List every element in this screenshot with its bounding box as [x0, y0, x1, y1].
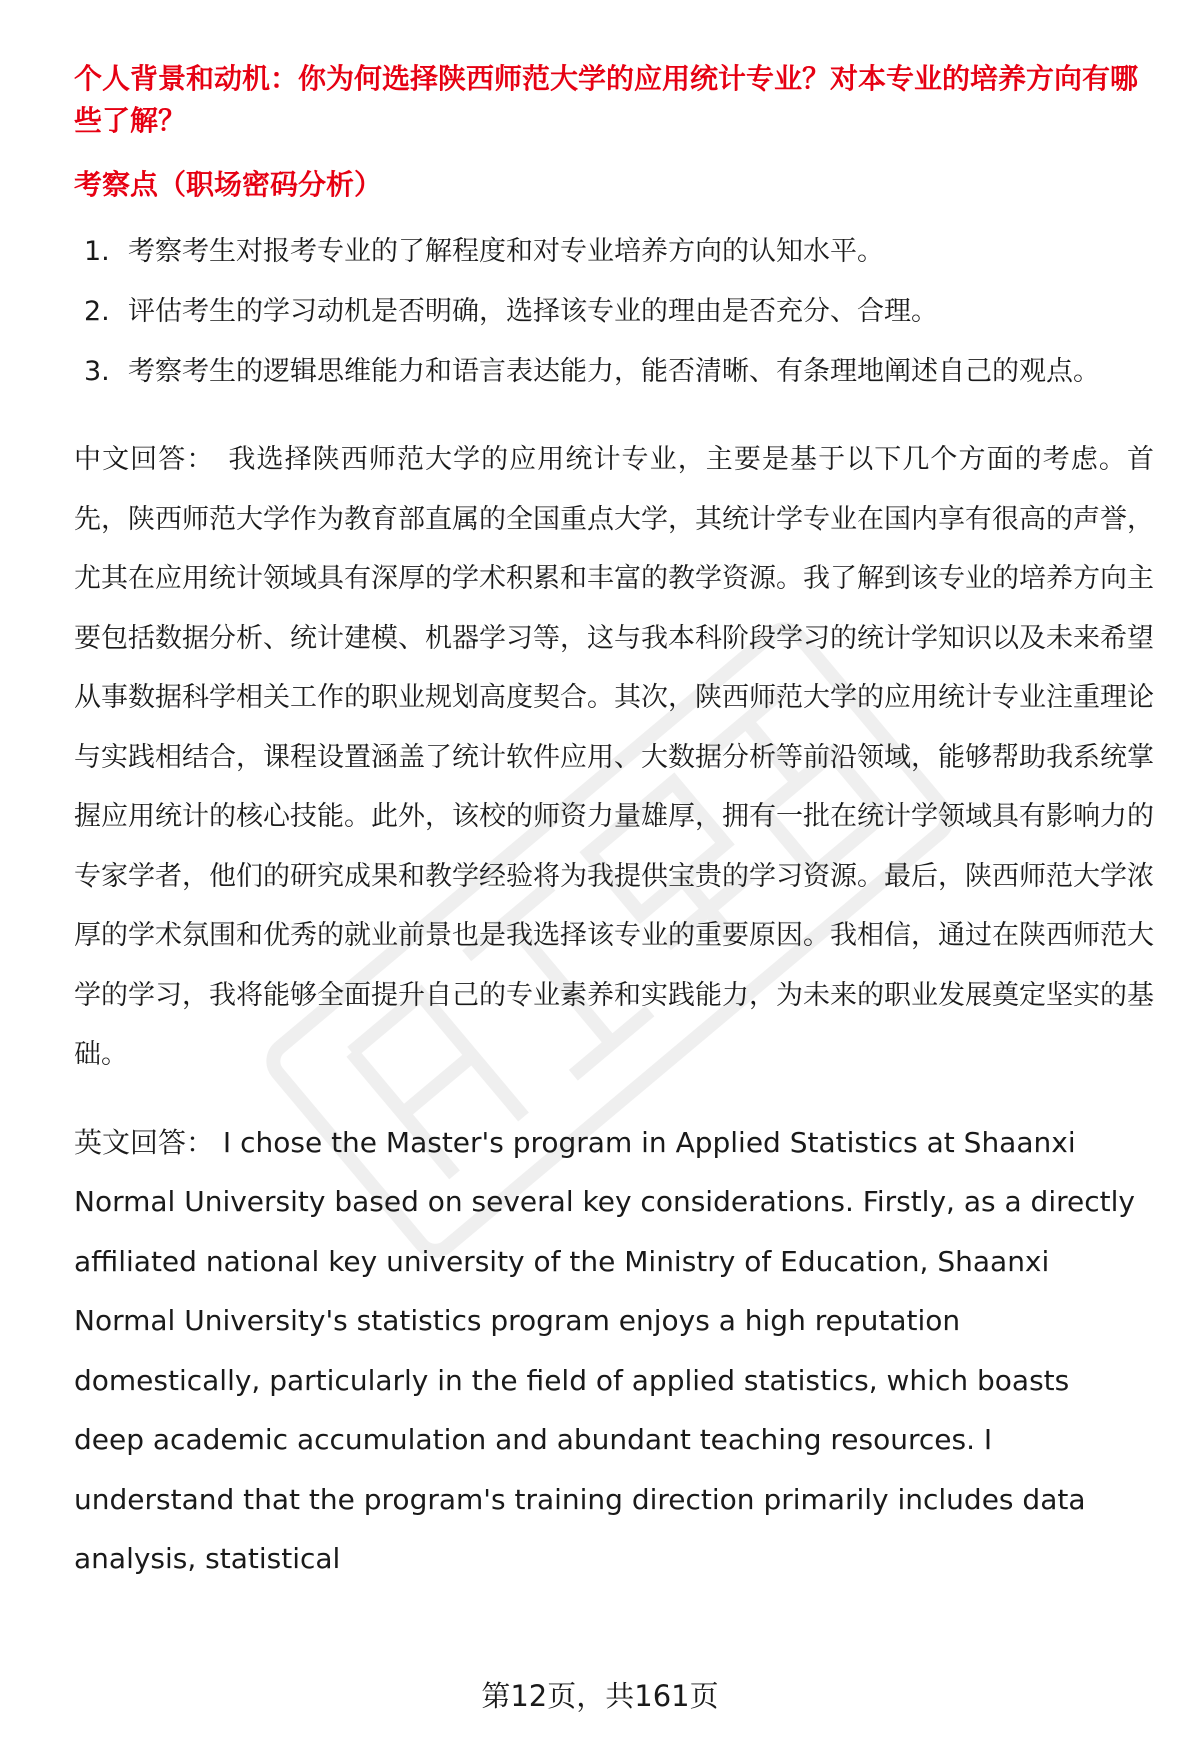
- document-content: [74, 58, 1154, 1589]
- english-answer: [74, 1113, 1154, 1589]
- point-text: 考察考生的逻辑思维能力和语言表达能力，能否清晰、有条理地阐述自己的观点。: [128, 356, 1100, 387]
- page-number-footer: 第12页，共161页: [481, 1679, 719, 1713]
- english-answer-label: 英文回答：: [74, 1125, 215, 1159]
- assessment-points-list: [74, 222, 1154, 402]
- chinese-answer-text: 我选择陕西师范大学的应用统计专业，主要是基于以下几个方面的考虑。首先，陕西师范大学作为教育部直属的全国重点大学，其统计学专业在国内享有很高的声誉，尤其在应用统计领域具有深厚的学术积累和丰富的教学资源。我了解到该专业的培养方向主要包括数据分析、统计建模、机器学习等，这与我本科阶段学习的统计学知识以及未来希望从事数据科学相关工作的职业规划高度契合。其次，陕西师范大学的应用统计专业注重理论与实践相结合，课程设置涵盖了统计软件应用、大数据分析等前沿领域，能够帮助我系统掌握应用统计的核心技能。此外，该校的师资力量雄厚，拥有一批在统计学领域具有影响力的专家学者，他们的研究成果和教学经验将为我提供宝贵的学习资源。最后，陕西师范大学浓厚的学术氛围和优秀的就业前景也是我选择该专业的重要原因。我相信，通过在陕西师范大学的学习，我将能够全面提升自己的专业素养和实践能力，为未来的职业发展奠定坚实的基础。: [74, 444, 1154, 1070]
- assessment-point: [74, 342, 1154, 402]
- assessment-point: [74, 222, 1154, 282]
- english-answer-text: I chose the Master's program in Applied Statistics at Shaanxi Normal University based on several key considerations. Firstly, as a directly affiliated national key university of the Ministry of Education, Shaanxi Normal University's statistics program enjoys a high reputation domestically, particularly in the field of applied statistics, which boasts deep academic accumulation and abundant teaching resources. I understand that the program's training direction primarily includes data analysis, statistical: [74, 1125, 1135, 1575]
- assessment-point: [74, 282, 1154, 342]
- point-number: 1.: [84, 236, 110, 267]
- point-number: 3.: [84, 356, 110, 387]
- point-text: 评估考生的学习动机是否明确，选择该专业的理由是否充分、合理。: [128, 296, 938, 327]
- chinese-answer-label: 中文回答：: [74, 444, 215, 475]
- point-number: 2.: [84, 296, 110, 327]
- assessment-heading: 考察点（职场密码分析）: [74, 168, 383, 201]
- point-text: 考察考生对报考专业的了解程度和对专业培养方向的认知水平。: [128, 236, 884, 267]
- question-title: 个人背景和动机：你为何选择陕西师范大学的应用统计专业？对本专业的培养方向有哪些了解？: [74, 62, 1139, 137]
- chinese-answer: [74, 430, 1154, 1085]
